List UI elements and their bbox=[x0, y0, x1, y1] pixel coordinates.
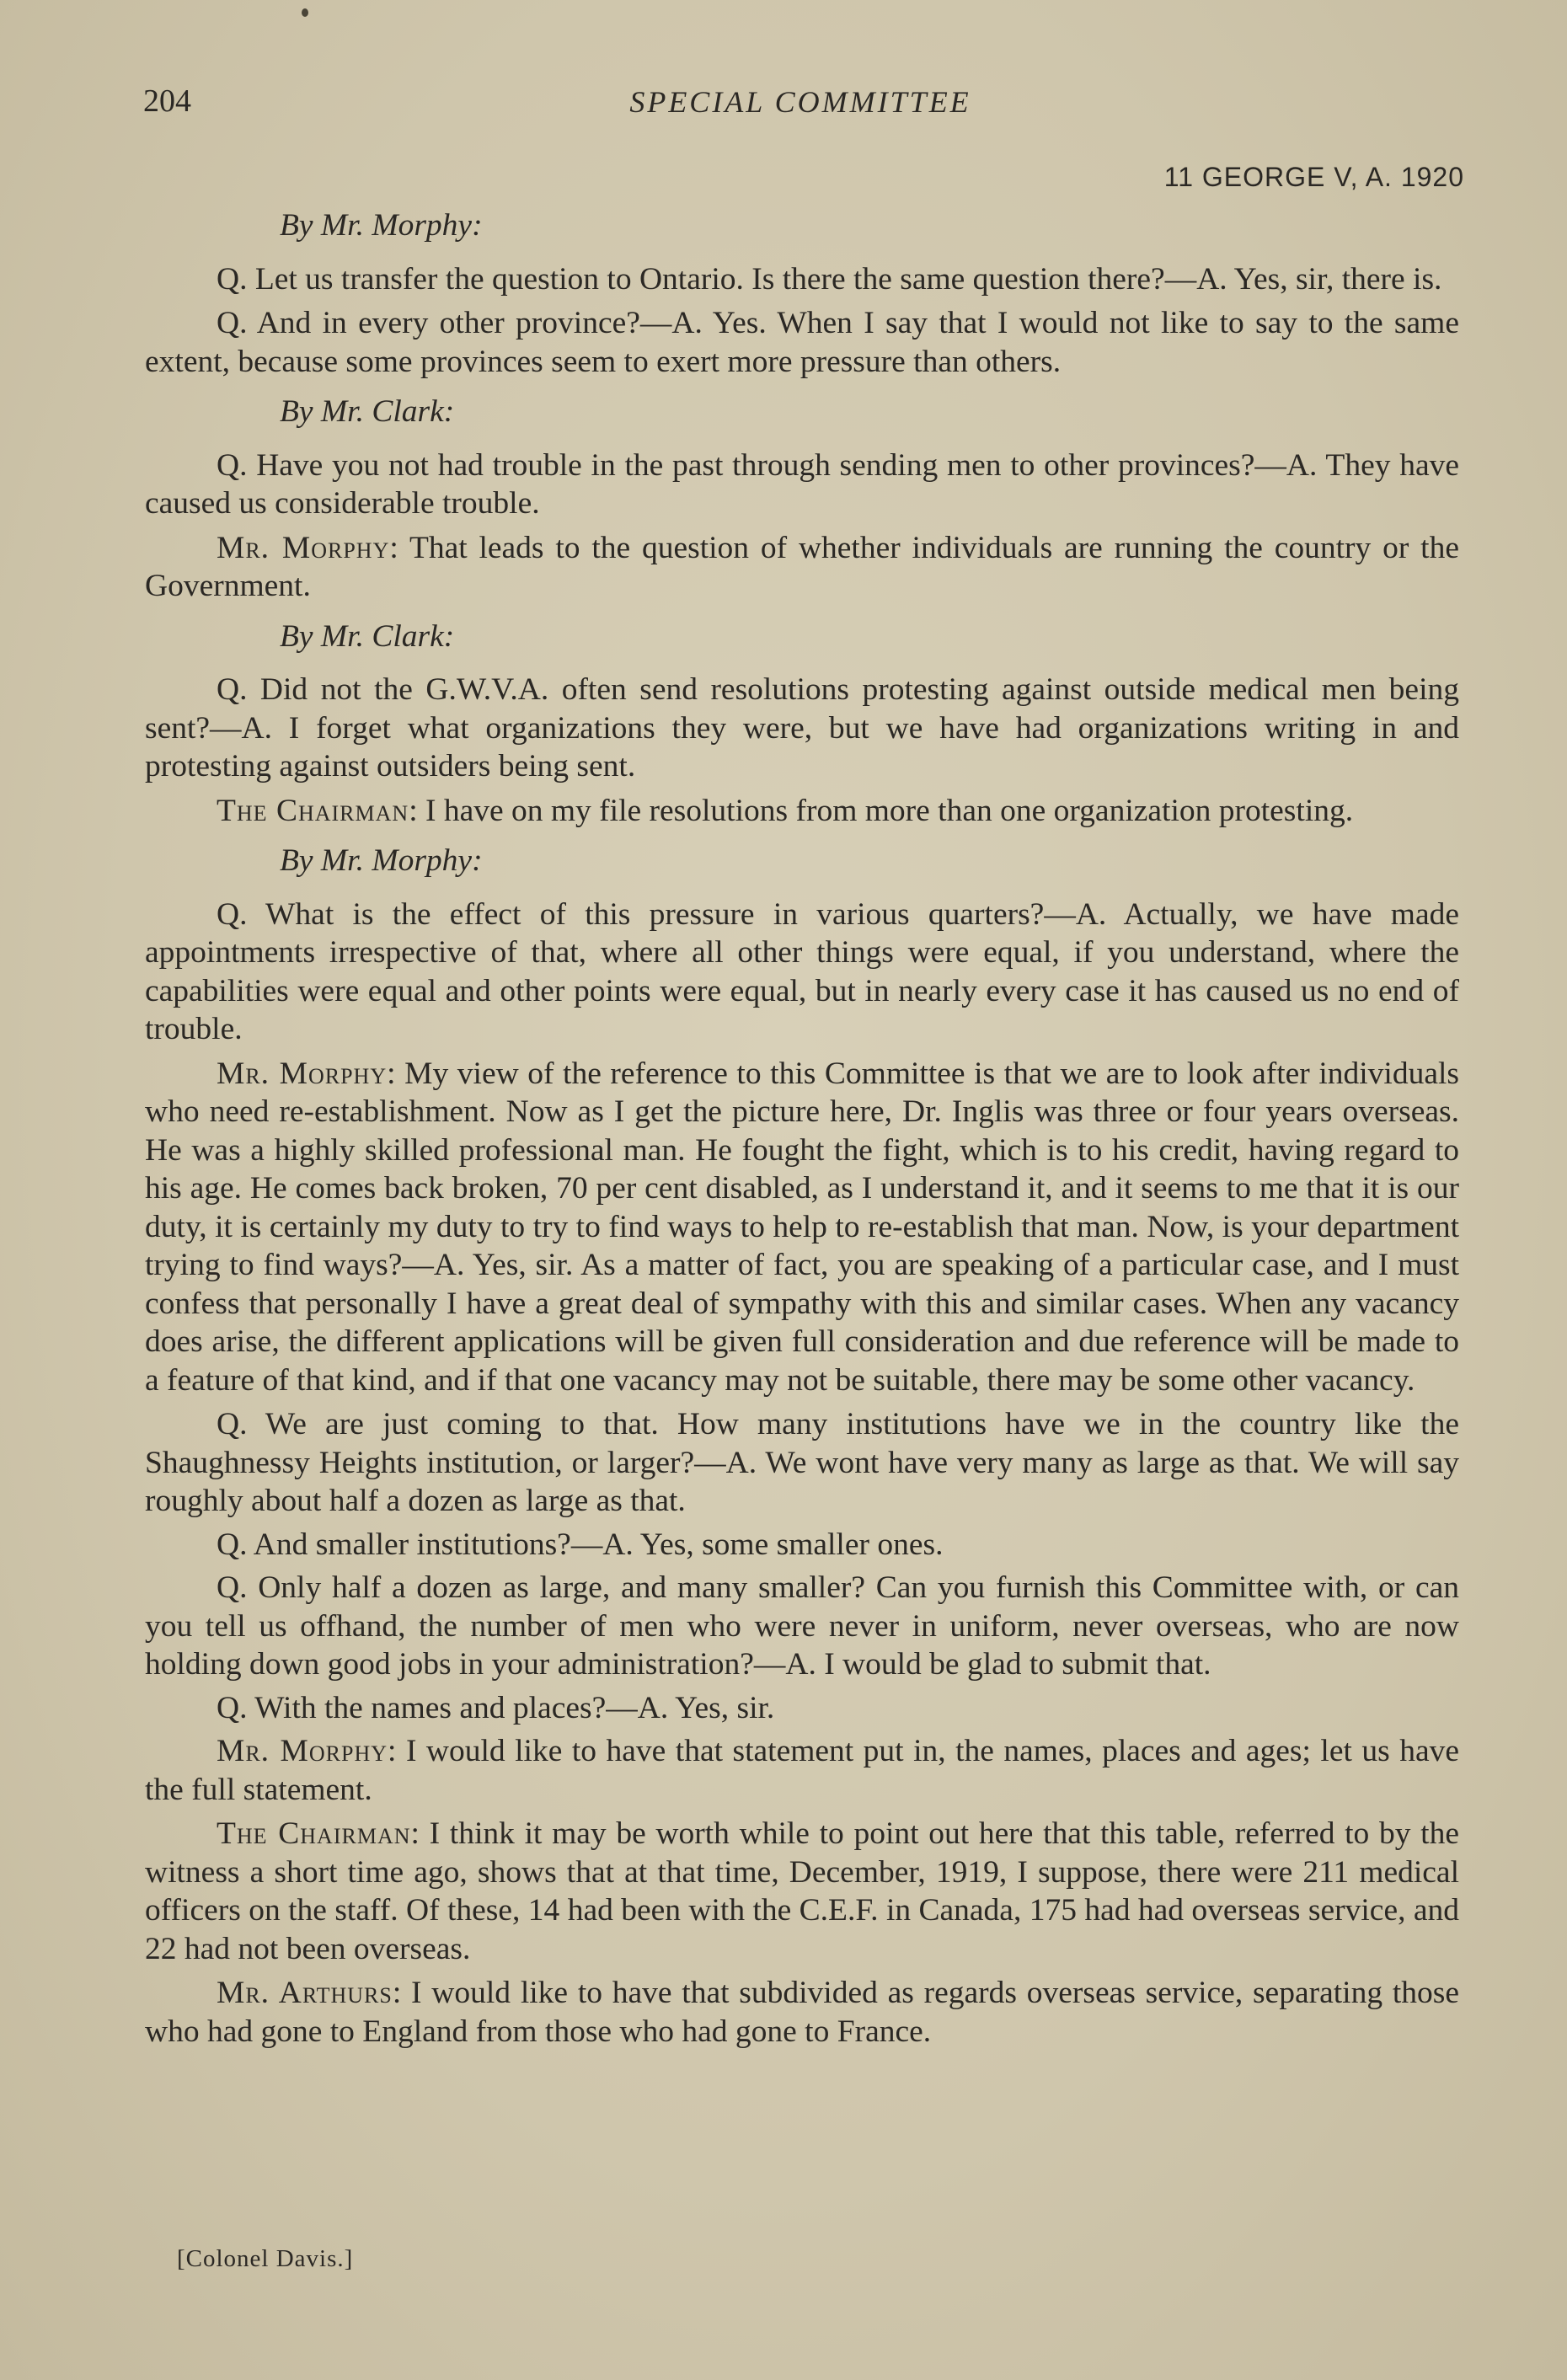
testimony-paragraph: Q. Have you not had trouble in the past through sending men to other provinces?—A. They have caused us considerable trouble. bbox=[145, 447, 1459, 521]
testimony-paragraph: Q. Only half a dozen as large, and many smaller? Can you furnish this Committee with, or can you tell us offhand, the number of men who were never in uniform, never overseas, who are now holding down good jobs in your administration?—A. I would be glad to submit that. bbox=[145, 1570, 1459, 1682]
running-title: SPECIAL COMMITTEE bbox=[629, 85, 971, 119]
speaker-paragraph: The Chairman: I have on my file resolutions from more than one organization protesting. bbox=[217, 793, 1354, 828]
testimony-paragraph: Q. Did not the G.W.V.A. often send resolutions protesting against outside medical men being sent?—A. I forget what organizations they were, but we have had organizations writing in and protesting against outsiders being sent. bbox=[145, 672, 1459, 784]
speaker-paragraph: The Chairman: I think it may be worth while to point out here that this table, referred to by the witness a short time ago, shows that at that time, December, 1919, I suppose, there were 211 medical officers on the staff. Of these, 14 had been with the C.E.F. in Canada, 175 had had overseas service, and 22 had not been overseas. bbox=[145, 1816, 1459, 1966]
speaker-name: The Chairman bbox=[217, 793, 409, 828]
session-label: 11 GEORGE V, A. 1920 bbox=[1163, 162, 1464, 192]
testimony-paragraph: Q. Let us transfer the question to Ontario. Is there the same question there?—A. Yes, sir, there is. bbox=[217, 261, 1442, 297]
speaker-text: I think it may be worth while to point out here that this table, referred to by the witness a short time ago, shows that at that time, December, 1919, I suppose, there were 211 medical officers on the staff. Of these, 14 had been with the C.E.F. in Canada, 175 had had overseas service, and 22 had not been overseas. bbox=[145, 1816, 1459, 1966]
speaker-text: I would like to have that statement put in, the names, places and ages; let us have the full statement. bbox=[145, 1734, 1459, 1807]
speaker-text: That leads to the question of whether individuals are running the country or the Government. bbox=[145, 530, 1459, 603]
witness-footer: [Colonel Davis.] bbox=[177, 2245, 354, 2272]
testimony-paragraph: Q. What is the effect of this pressure in various quarters?—A. Actually, we have made appointments irrespective of that, where all other things were equal, if you understand, where the capabilities were equal and other points were equal, but in nearly every case it has caused us no end of trouble. bbox=[145, 896, 1459, 1046]
speaker-text: I have on my file resolutions from more than one organization protesting. bbox=[425, 793, 1354, 828]
page-header bbox=[143, 83, 1457, 125]
page-number: 204 bbox=[143, 83, 191, 119]
examiner-heading: By Mr. Clark: bbox=[280, 394, 455, 429]
speaker-name: Mr. Morphy bbox=[217, 530, 390, 565]
page-body bbox=[145, 206, 1459, 2056]
speaker-text: My view of the reference to this Committee is that we are to look after individuals who need re-establishment. Now as I get the picture here, Dr. Inglis was three or four years overseas. He was a highly skilled professional man. He fought the fight, which is to his credit, having regard to his age. He comes back broken, 70 per cent disabled, as I understand it, and it seems to me that it is our duty, it is certainly my duty to try to find ways to help to re-establish that man. Now, is your department trying to find ways?—A. Yes, sir. As a matter of fact, you are speaking of a particular case, and I must confess that personally I have a great deal of sympathy with this and similar cases. When any vacancy does arise, the different applications will be given full consideration and due reference will be made to a feature of that kind, and if that one vacancy may not be suitable, there may be some other vacancy. bbox=[145, 1056, 1459, 1398]
speaker-text: I would like to have that subdivided as regards overseas service, separating those who had gone to England from those who had gone to France. bbox=[145, 1976, 1459, 2049]
speaker-name: Mr. Morphy bbox=[217, 1734, 388, 1768]
speaker-paragraph: Mr. Morphy: I would like to have that statement put in, the names, places and ages; let us have the full statement. bbox=[145, 1734, 1459, 1807]
speaker-name: Mr. Morphy bbox=[217, 1056, 388, 1091]
testimony-paragraph: Q. And smaller institutions?—A. Yes, some smaller ones. bbox=[217, 1527, 944, 1562]
examiner-heading: By Mr. Morphy: bbox=[280, 208, 483, 243]
testimony-paragraph: Q. We are just coming to that. How many institutions have we in the country like the Shaughnessy Heights institution, or larger?—A. We wont have very many as large as that. We will say roughly about half a dozen as large as that. bbox=[145, 1407, 1459, 1518]
testimony-paragraph: Q. With the names and places?—A. Yes, sir. bbox=[217, 1690, 775, 1725]
examiner-heading: By Mr. Morphy: bbox=[280, 843, 483, 878]
examiner-heading: By Mr. Clark: bbox=[280, 618, 455, 654]
speaker-paragraph: Mr. Morphy: That leads to the question of whether individuals are running the country or the Government. bbox=[145, 530, 1459, 603]
speaker-paragraph: Mr. Morphy: My view of the reference to this Committee is that we are to look after individuals who need re-establishment. Now as I get the picture here, Dr. Inglis was three or four years overseas. He was a highly skilled professional man. He fought the fight, which is to his credit, having regard to his age. He comes back broken, 70 per cent disabled, as I understand it, and it seems to me that it is our duty, it is certainly my duty to try to find ways to help to re-establish that man. Now, is your department trying to find ways?—A. Yes, sir. As a matter of fact, you are speaking of a particular case, and I must confess that personally I have a great deal of sympathy with this and similar cases. When any vacancy does arise, the different applications will be given full consideration and due reference will be made to a feature of that kind, and if that one vacancy may not be suitable, there may be some other vacancy. bbox=[145, 1056, 1459, 1398]
speaker-name: The Chairman bbox=[217, 1816, 411, 1851]
ink-spot bbox=[302, 8, 308, 17]
speaker-name: Mr. Arthurs bbox=[217, 1976, 393, 2010]
speaker-paragraph: Mr. Arthurs: I would like to have that subdivided as regards overseas service, separating those who had gone to England from those who had gone to France. bbox=[145, 1976, 1459, 2049]
testimony-paragraph: Q. And in every other province?—A. Yes. When I say that I would not like to say to the same extent, because some provinces seem to exert more pressure than others. bbox=[145, 306, 1459, 379]
